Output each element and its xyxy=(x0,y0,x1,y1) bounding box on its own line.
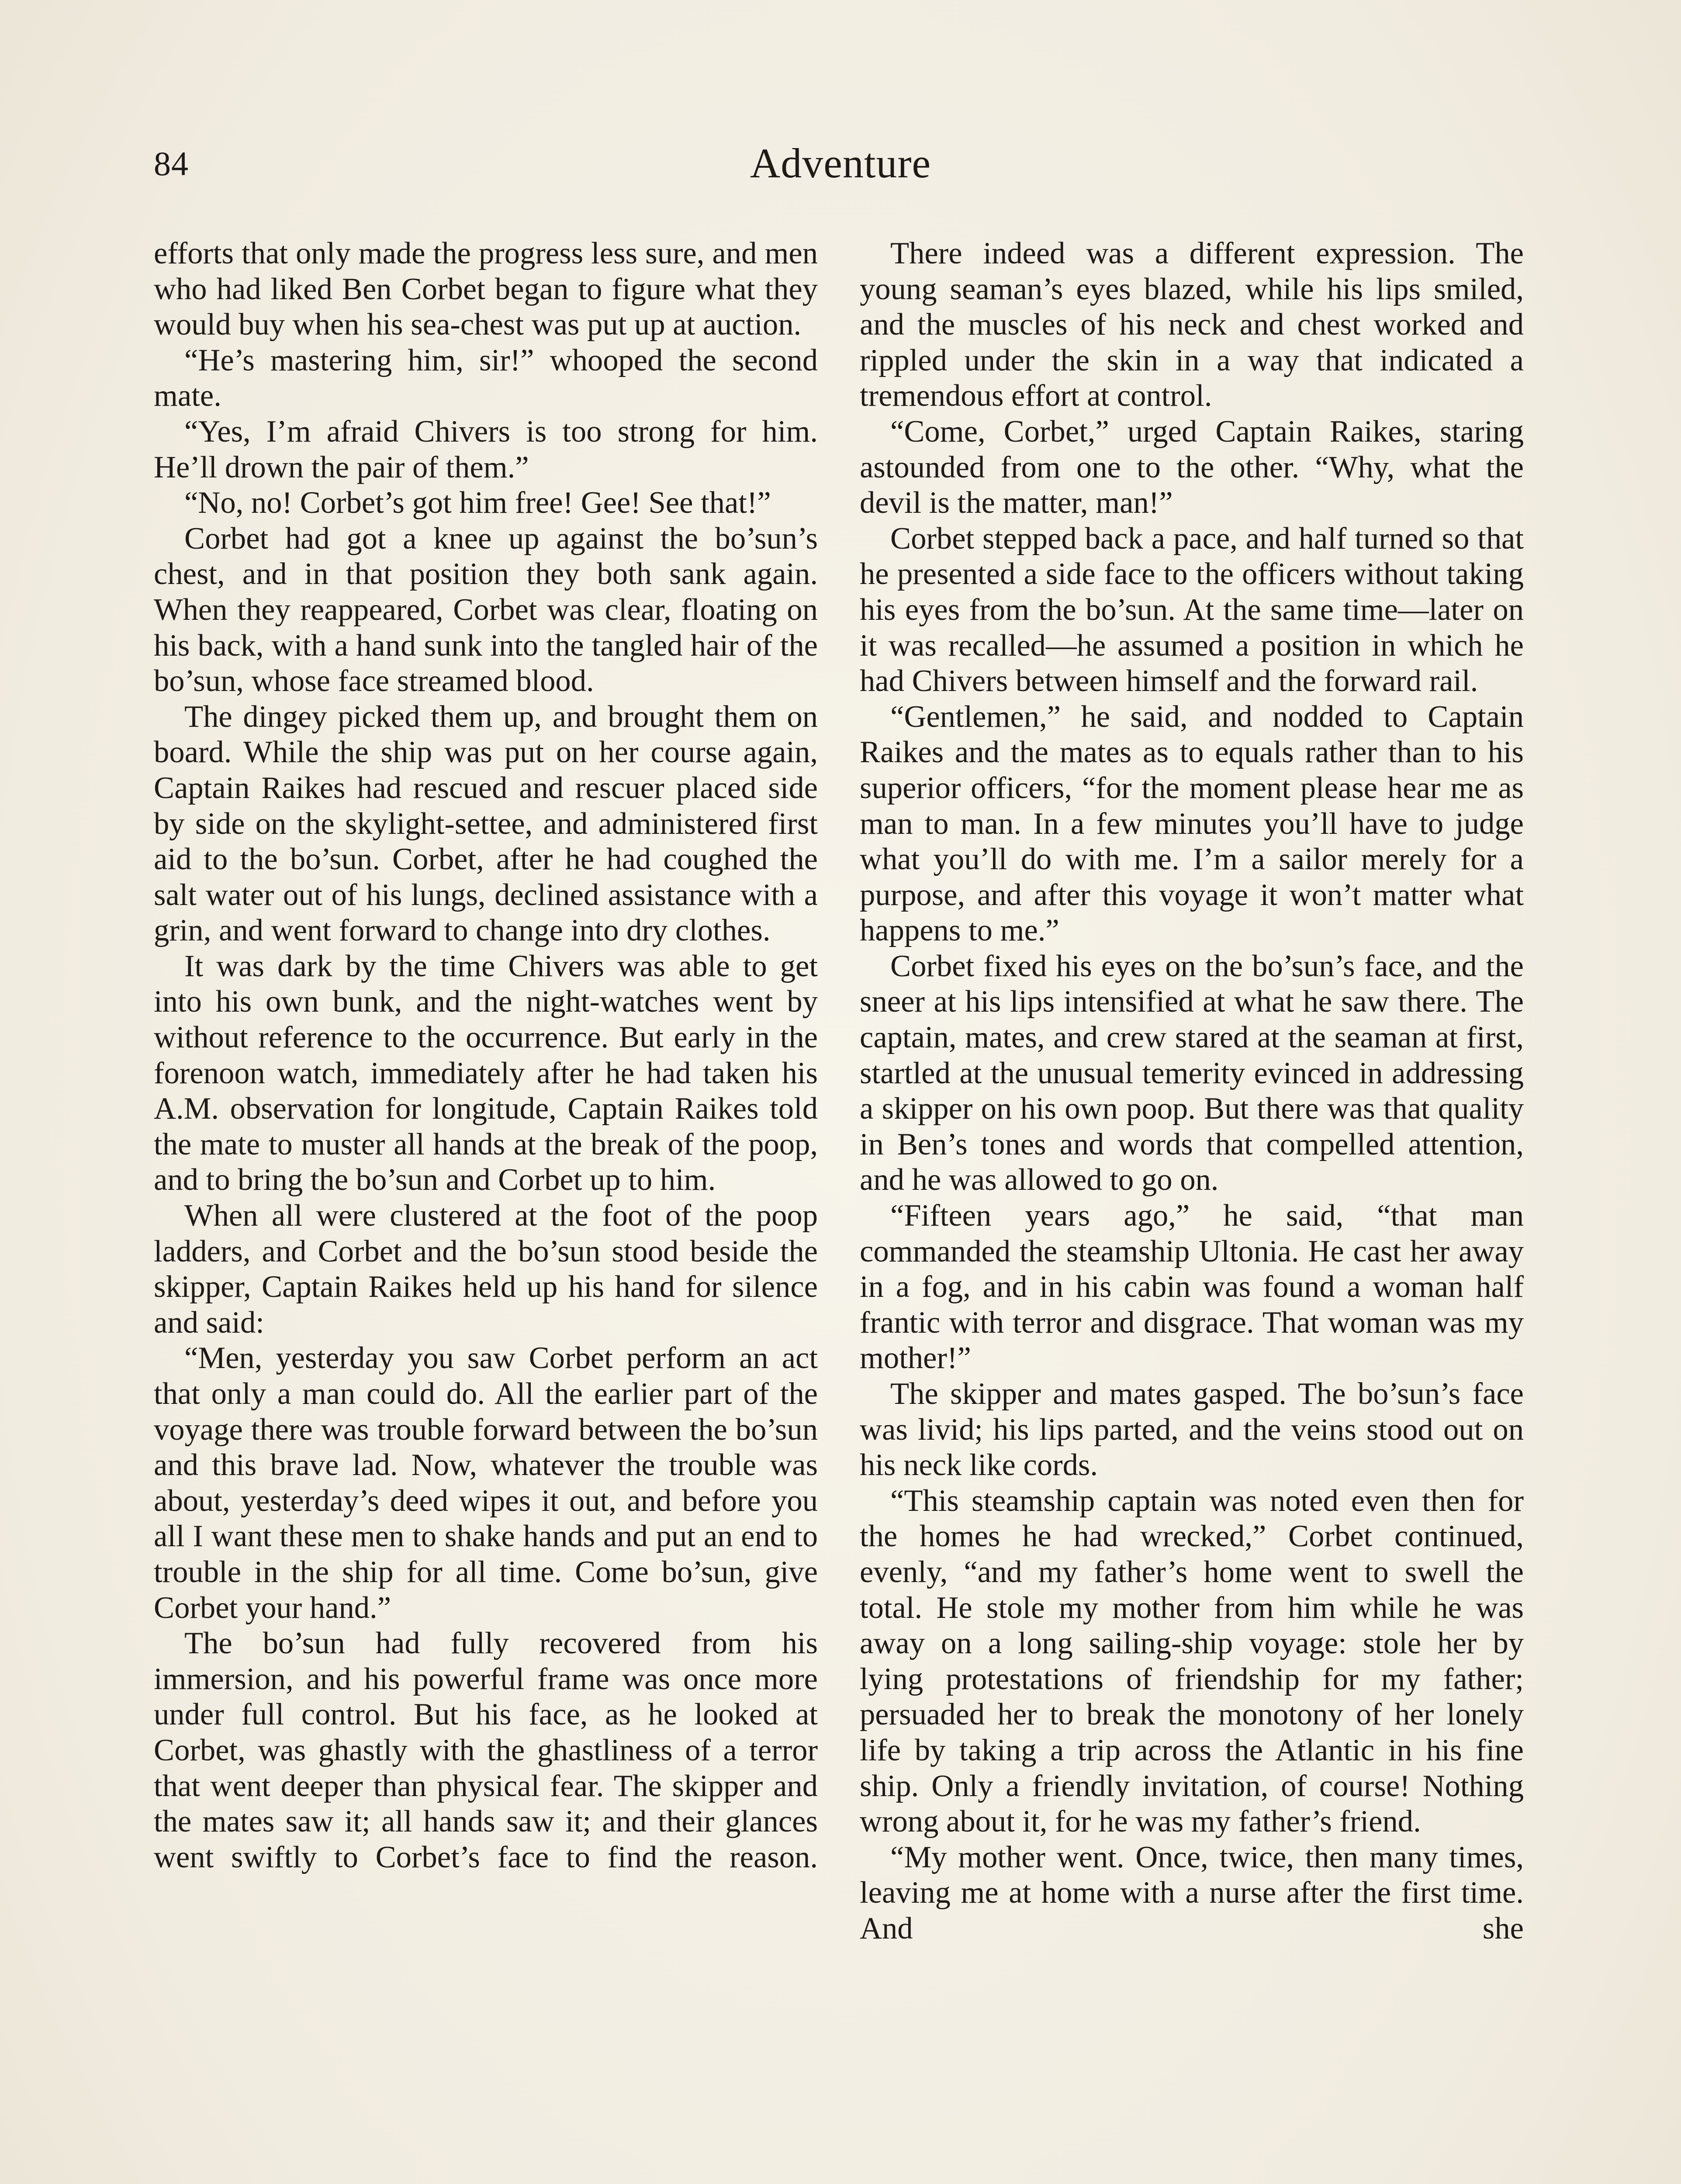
paragraph: Corbet had got a knee up against the bo’sun’s chest, and in that position they both sank again. When they reappeared, Corbet was clear, floating on his back, with a hand sunk into the tangled hair of the bo’sun, whose face streamed blood. xyxy=(154,521,818,698)
paragraph: The dingey picked them up, and brought them on board. While the ship was put on her course again, Captain Raikes had rescued and rescuer placed side by side on the skylight-settee, and administered first aid to the bo’sun. Corbet, after he had coughed the salt water out of his lungs, declined assistance with a grin, and went forward to change into dry clothes. xyxy=(154,699,818,948)
paragraph: efforts that only made the progress less sure, and men who had liked Ben Corbet began to figure what they would buy when his sea-chest was put up at auction. xyxy=(154,236,818,342)
right-column xyxy=(860,236,1524,1947)
paragraph: “He’s mastering him, sir!” whooped the second mate. xyxy=(154,343,818,413)
paragraph: The bo’sun had fully recovered from his immersion, and his powerful frame was once more under full control. But his face, as he looked at Corbet, was ghastly with the ghastliness of a terror that went deeper than physical fear. The skipper and the mates saw it; all hands saw it; and their glances went swiftly to Corbet’s face to find the reason. xyxy=(154,1626,818,1874)
paragraph: There indeed was a different expression. The young seaman’s eyes blazed, while his lips smiled, and the muscles of his neck and chest worked and rippled under the skin in a way that indicated a tremendous effort at control. xyxy=(860,236,1524,413)
paragraph: “Gentlemen,” he said, and nodded to Captain Raikes and the mates as to equals rather than to his superior officers, “for the moment please hear me as man to man. In a few minutes you’ll have to judge what you’ll do with me. I’m a sailor merely for a purpose, and after this voyage it won’t matter what happens to me.” xyxy=(860,699,1524,948)
paragraph: “No, no! Corbet’s got him free! Gee! See that!” xyxy=(184,486,771,520)
running-title: Adventure xyxy=(750,140,931,187)
page-header xyxy=(154,140,1527,192)
paragraph: “Fifteen years ago,” he said, “that man commanded the steamship Ultonia. He cast her away in a fog, and in his cabin was found a woman half frantic with terror and disgrace. That woman was my mother!” xyxy=(860,1199,1524,1375)
left-column xyxy=(154,236,818,1875)
paragraph: “My mother went. Once, twice, then many times, leaving me at home with a nurse after the first time. And she xyxy=(860,1840,1524,1946)
paragraph: Corbet stepped back a pace, and half turned so that he presented a side face to the officers without taking his eyes from the bo’sun. At the same time—later on it was recalled—he assumed a position in which he had Chivers between himself and the forward rail. xyxy=(860,521,1524,698)
paragraph: “Men, yesterday you saw Corbet perform an act that only a man could do. All the earlier part of the voyage there was trouble forward between the bo’sun and this brave lad. Now, whatever the trouble was about, yesterday’s deed wipes it out, and before you all I want these men to shake hands and put an end to trouble in the ship for all time. Come bo’sun, give Corbet your hand.” xyxy=(154,1341,818,1625)
paragraph: The skipper and mates gasped. The bo’sun’s face was livid; his lips parted, and the veins stood out on his neck like cords. xyxy=(860,1377,1524,1482)
paragraph: “This steamship captain was noted even then for the homes he had wrecked,” Corbet continued, evenly, “and my father’s home went to swell the total. He stole my mother from him while he was away on a long sailing-ship voyage: stole her by lying protestations of friendship for my father; persuaded her to break the monotony of her lonely life by taking a trip across the Atlantic in his fine ship. Only a friendly invitation, of course! Nothing wrong about it, for he was my father’s friend. xyxy=(860,1483,1524,1839)
paragraph: Corbet fixed his eyes on the bo’sun’s face, and the sneer at his lips intensified at what he saw there. The captain, mates, and crew stared at the seaman at first, startled at the unusual temerity evinced in addressing a skipper on his own poop. But there was that quality in Ben’s tones and words that compelled attention, and he was allowed to go on. xyxy=(860,949,1524,1197)
paragraph: When all were clustered at the foot of the poop ladders, and Corbet and the bo’sun stood beside the skipper, Captain Raikes held up his hand for silence and said: xyxy=(154,1199,818,1340)
paragraph: “Yes, I’m afraid Chivers is too strong for him. He’ll drown the pair of them.” xyxy=(154,414,818,484)
page-number: 84 xyxy=(154,145,189,183)
paragraph: It was dark by the time Chivers was able to get into his own bunk, and the night-watches went by without reference to the occurrence. But early in the forenoon watch, immediately after he had taken his A.M. observation for longitude, Captain Raikes told the mate to muster all hands at the break of the poop, and to bring the bo’sun and Corbet up to him. xyxy=(154,949,818,1197)
paragraph: “Come, Corbet,” urged Captain Raikes, staring astounded from one to the other. “Why, what the devil is the matter, man!” xyxy=(860,414,1524,520)
